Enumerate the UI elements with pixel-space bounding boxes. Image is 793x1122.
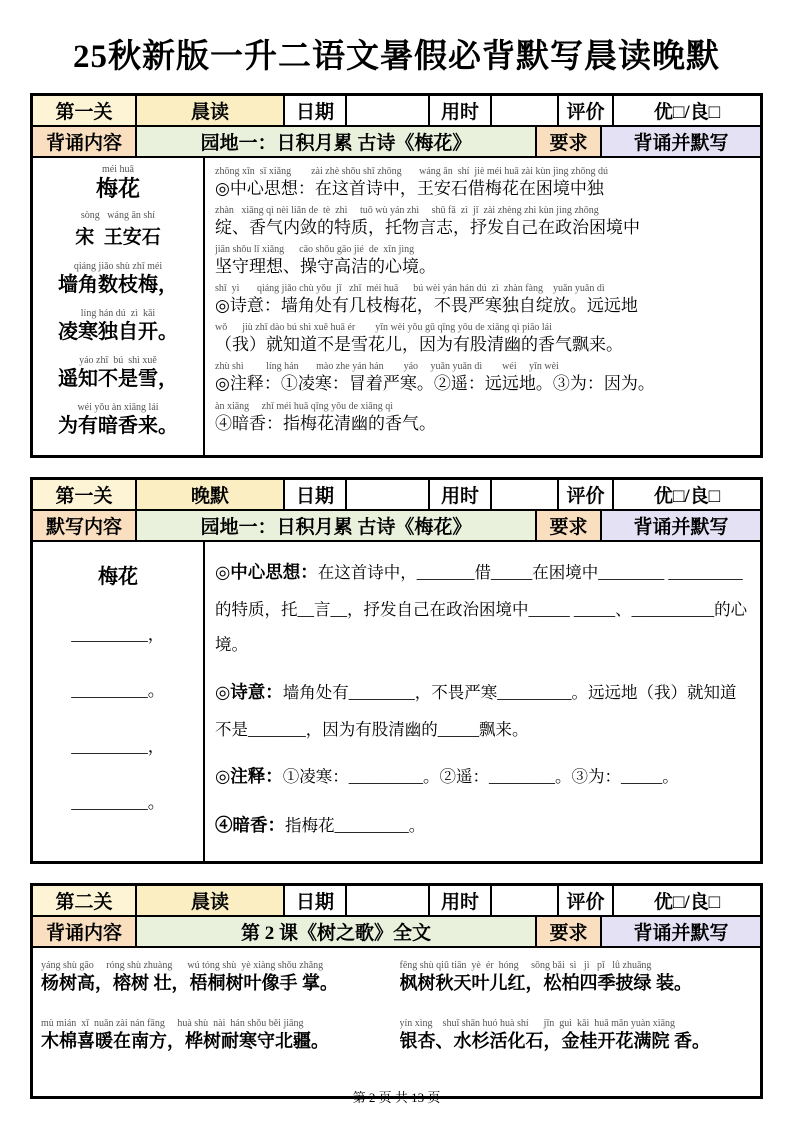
note-line-group bbox=[215, 361, 750, 395]
grade-options: 优□/良□ bbox=[653, 892, 721, 914]
song-line-group bbox=[41, 1018, 394, 1053]
poem-title: 梅花 bbox=[95, 176, 140, 201]
note-fill-text: ①凌寒：_________。②遥：________。③为：_____。 bbox=[282, 767, 679, 787]
note-fill-text: 指梅花_________。 bbox=[285, 815, 426, 835]
note-paragraph bbox=[215, 674, 750, 747]
poem-line-pinyin: wéi yǒu àn xiāng lái bbox=[77, 402, 159, 414]
poem-title: 梅花 bbox=[98, 566, 138, 589]
header-row-2 bbox=[33, 917, 760, 948]
header-row-1 bbox=[33, 96, 760, 127]
note-text: （我）就知道不是雪花儿，因为有股清幽的香气飘来。 bbox=[215, 335, 623, 355]
song-line-group bbox=[400, 960, 753, 995]
date-label: 日期 bbox=[285, 886, 347, 915]
poem-column bbox=[33, 158, 205, 455]
note-text: ◎中心思想：在这首诗中，王安石借梅花在困境中独 bbox=[215, 179, 604, 198]
poem-title-pinyin: méi huā bbox=[102, 164, 134, 175]
section1-body bbox=[33, 158, 760, 455]
morning-reading-table-1 bbox=[30, 93, 763, 458]
poem-blank-line: _________， bbox=[71, 625, 165, 645]
note-pinyin: jiān shǒu lǐ xiǎng cāo shǒu gāo jié de xīn jìng bbox=[215, 244, 415, 256]
header-row-1 bbox=[33, 886, 760, 917]
poem-line-pinyin: yáo zhī bú shì xuě bbox=[79, 355, 157, 367]
note-pinyin: shī yì qiáng jiǎo chù yǒu jǐ zhī méi huā bú wèi yán hán dú zì zhàn fàng yuǎn yuǎn dì bbox=[215, 283, 605, 295]
mode-cell: 晚默 bbox=[137, 480, 285, 509]
header-row-1 bbox=[33, 480, 760, 511]
grade-options: 优□/良□ bbox=[653, 102, 721, 123]
poem-blank-line: _________， bbox=[71, 737, 165, 757]
page-number: 第 2 页 共 13 页 bbox=[352, 1090, 441, 1105]
note-pinyin: àn xiāng zhǐ méi huā qīng yōu de xiāng qì bbox=[215, 400, 394, 412]
requirement-value: 背诵并默写 bbox=[602, 511, 760, 540]
section2-body bbox=[33, 542, 760, 861]
poem-line: 遥知不是雪， bbox=[58, 368, 178, 391]
song-line-group bbox=[400, 1018, 753, 1053]
morning-reading-table-2 bbox=[30, 883, 763, 1099]
note-paragraph bbox=[215, 554, 750, 663]
stage-cell: 第一关 bbox=[33, 96, 137, 125]
stage-cell: 第一关 bbox=[33, 480, 137, 509]
note-line-group bbox=[215, 244, 750, 278]
date-label: 日期 bbox=[285, 96, 347, 125]
note-line-group bbox=[215, 205, 750, 239]
poem-line-pinyin: líng hán dú zì kāi bbox=[80, 308, 156, 320]
poem-line-group bbox=[37, 402, 199, 439]
note-label: ④暗香： bbox=[215, 814, 285, 835]
song-line-text: 木棉喜暖在南方，桦树耐寒守北疆。 bbox=[41, 1030, 329, 1051]
dictation-notes-column bbox=[205, 542, 760, 861]
requirement-value: 背诵并默写 bbox=[602, 127, 760, 156]
note-line-group bbox=[215, 166, 750, 200]
content-title: 园地一：日积月累 古诗《梅花》 bbox=[137, 127, 537, 156]
date-value-cell bbox=[347, 886, 430, 915]
header-row-2 bbox=[33, 511, 760, 542]
header-row-2 bbox=[33, 127, 760, 158]
note-fill-text: 在这首诗中，_______借_____在困境中________ _________的特质，托__言__，抒发自己在政治困境中_____ _____、__________的心境。 bbox=[215, 563, 748, 655]
note-text: ◎诗意：墙角处有几枝梅花，不畏严寒独自绽放。远远地 bbox=[215, 296, 638, 316]
note-text: 坚守理想、操守高洁的心境。 bbox=[215, 257, 436, 277]
song-line-group bbox=[41, 960, 394, 995]
note-label: ◎诗意： bbox=[215, 681, 283, 702]
poem-line: 凌寒独自开。 bbox=[58, 321, 178, 344]
notes-column bbox=[205, 158, 760, 455]
content-type-label: 默写内容 bbox=[33, 511, 137, 540]
note-pinyin: zhù shì líng hán mào zhe yán hán yáo yuǎn yuǎn dì wéi yīn wèi bbox=[215, 361, 559, 373]
time-value-cell bbox=[492, 480, 559, 509]
poem-author-pinyin: sòng wáng ān shí bbox=[80, 210, 156, 222]
note-label: ◎注释： bbox=[215, 766, 283, 787]
note-pinyin: wǒ jiù zhī dào bú shì xuě huā ér yīn wèi yǒu gǔ qīng yōu de xiāng qì piāo lái bbox=[215, 322, 552, 334]
eval-label: 评价 bbox=[559, 96, 614, 125]
note-line-group bbox=[215, 322, 750, 356]
time-label: 用时 bbox=[430, 96, 492, 125]
grade-options: 优□/良□ bbox=[653, 486, 721, 508]
song-line-pinyin: yín xìng shuǐ shān huó huà shí jīn guì kāi huā mǎn yuàn xiāng bbox=[399, 1017, 676, 1029]
song-line-text: 杨树高，榕树 壮，梧桐树叶像手 掌。 bbox=[41, 973, 338, 994]
page-title: 25秋新版一升二语文暑假必背默写晨读晚默 bbox=[73, 39, 720, 75]
song-line-pinyin: fēng shù qiū tiān yè ér hóng sōng bǎi sì jì pī lǜ zhuāng bbox=[399, 960, 652, 972]
poem-blank-line: _________。 bbox=[71, 681, 165, 701]
note-line-group bbox=[215, 283, 750, 317]
poem-line-group bbox=[37, 261, 199, 298]
mode-cell: 晨读 bbox=[137, 96, 285, 125]
requirement-value: 背诵并默写 bbox=[602, 917, 760, 946]
poem-author: 宋 王安石 bbox=[75, 227, 161, 249]
note-fill-text: 墙角处有________，不畏严寒_________。远远地（我）就知道不是_______，因为有股清幽的_____飘来。 bbox=[215, 682, 737, 739]
song-line-text: 枫树秋天叶儿红，松柏四季披绿 装。 bbox=[399, 973, 692, 994]
eval-label: 评价 bbox=[559, 480, 614, 509]
content-title: 园地一：日积月累 古诗《梅花》 bbox=[137, 511, 537, 540]
song-line-pinyin: yáng shù gāo róng shù zhuàng wú tóng shù yè xiàng shǒu zhǎng bbox=[41, 960, 324, 972]
requirement-label: 要求 bbox=[537, 917, 602, 946]
dictation-poem-column bbox=[33, 542, 205, 861]
note-text: ④暗香：指梅花清幽的香气。 bbox=[215, 413, 436, 433]
note-text: ◎注释：①凌寒：冒着严寒。②遥：远远地。③为：因为。 bbox=[215, 374, 655, 394]
requirement-label: 要求 bbox=[537, 511, 602, 540]
evening-dictation-table bbox=[30, 477, 763, 864]
song-line-pinyin: mù mián xǐ nuǎn zài nán fāng huà shù nài hán shǒu běi jiāng bbox=[41, 1017, 304, 1029]
note-pinyin: zhàn xiāng qì nèi liǎn de tè zhì tuō wù yán zhì shū fā zì jǐ zài zhèng zhì kùn jìng zhōng bbox=[215, 205, 599, 217]
content-type-label: 背诵内容 bbox=[33, 127, 137, 156]
note-label: ◎中心思想： bbox=[215, 562, 318, 583]
note-paragraph bbox=[215, 758, 750, 796]
stage-cell: 第二关 bbox=[33, 886, 137, 915]
requirement-label: 要求 bbox=[537, 127, 602, 156]
poem-line-group bbox=[37, 308, 199, 345]
content-title: 第 2 课《树之歌》全文 bbox=[137, 917, 537, 946]
mode-cell: 晨读 bbox=[137, 886, 285, 915]
date-value-cell bbox=[347, 96, 430, 125]
date-value-cell bbox=[347, 480, 430, 509]
poem-line-pinyin: qiáng jiǎo shù zhī méi bbox=[73, 261, 163, 273]
poem-line: 为有暗香来。 bbox=[58, 415, 178, 438]
time-label: 用时 bbox=[430, 480, 492, 509]
time-value-cell bbox=[492, 96, 559, 125]
note-pinyin: zhōng xīn sī xiǎng zài zhè shǒu shī zhōng wáng ān shí jiè méi huā zài kùn jìng zhōng dú bbox=[215, 166, 608, 177]
note-paragraph bbox=[215, 807, 750, 845]
note-line-group bbox=[215, 401, 750, 435]
time-label: 用时 bbox=[430, 886, 492, 915]
eval-label: 评价 bbox=[559, 886, 614, 915]
note-text: 绽、香气内敛的特质，托物言志，抒发自己在政治困境中 bbox=[215, 218, 640, 238]
poem-blank-line: _________。 bbox=[71, 793, 165, 813]
poem-line: 墙角数枝梅， bbox=[58, 274, 178, 297]
time-value-cell bbox=[492, 886, 559, 915]
section3-body bbox=[33, 948, 760, 1096]
song-line-text: 银杏、水杉活化石，金桂开花满院 香。 bbox=[399, 1030, 710, 1051]
poem-line-group bbox=[37, 355, 199, 392]
date-label: 日期 bbox=[285, 480, 347, 509]
content-type-label: 背诵内容 bbox=[33, 917, 137, 946]
